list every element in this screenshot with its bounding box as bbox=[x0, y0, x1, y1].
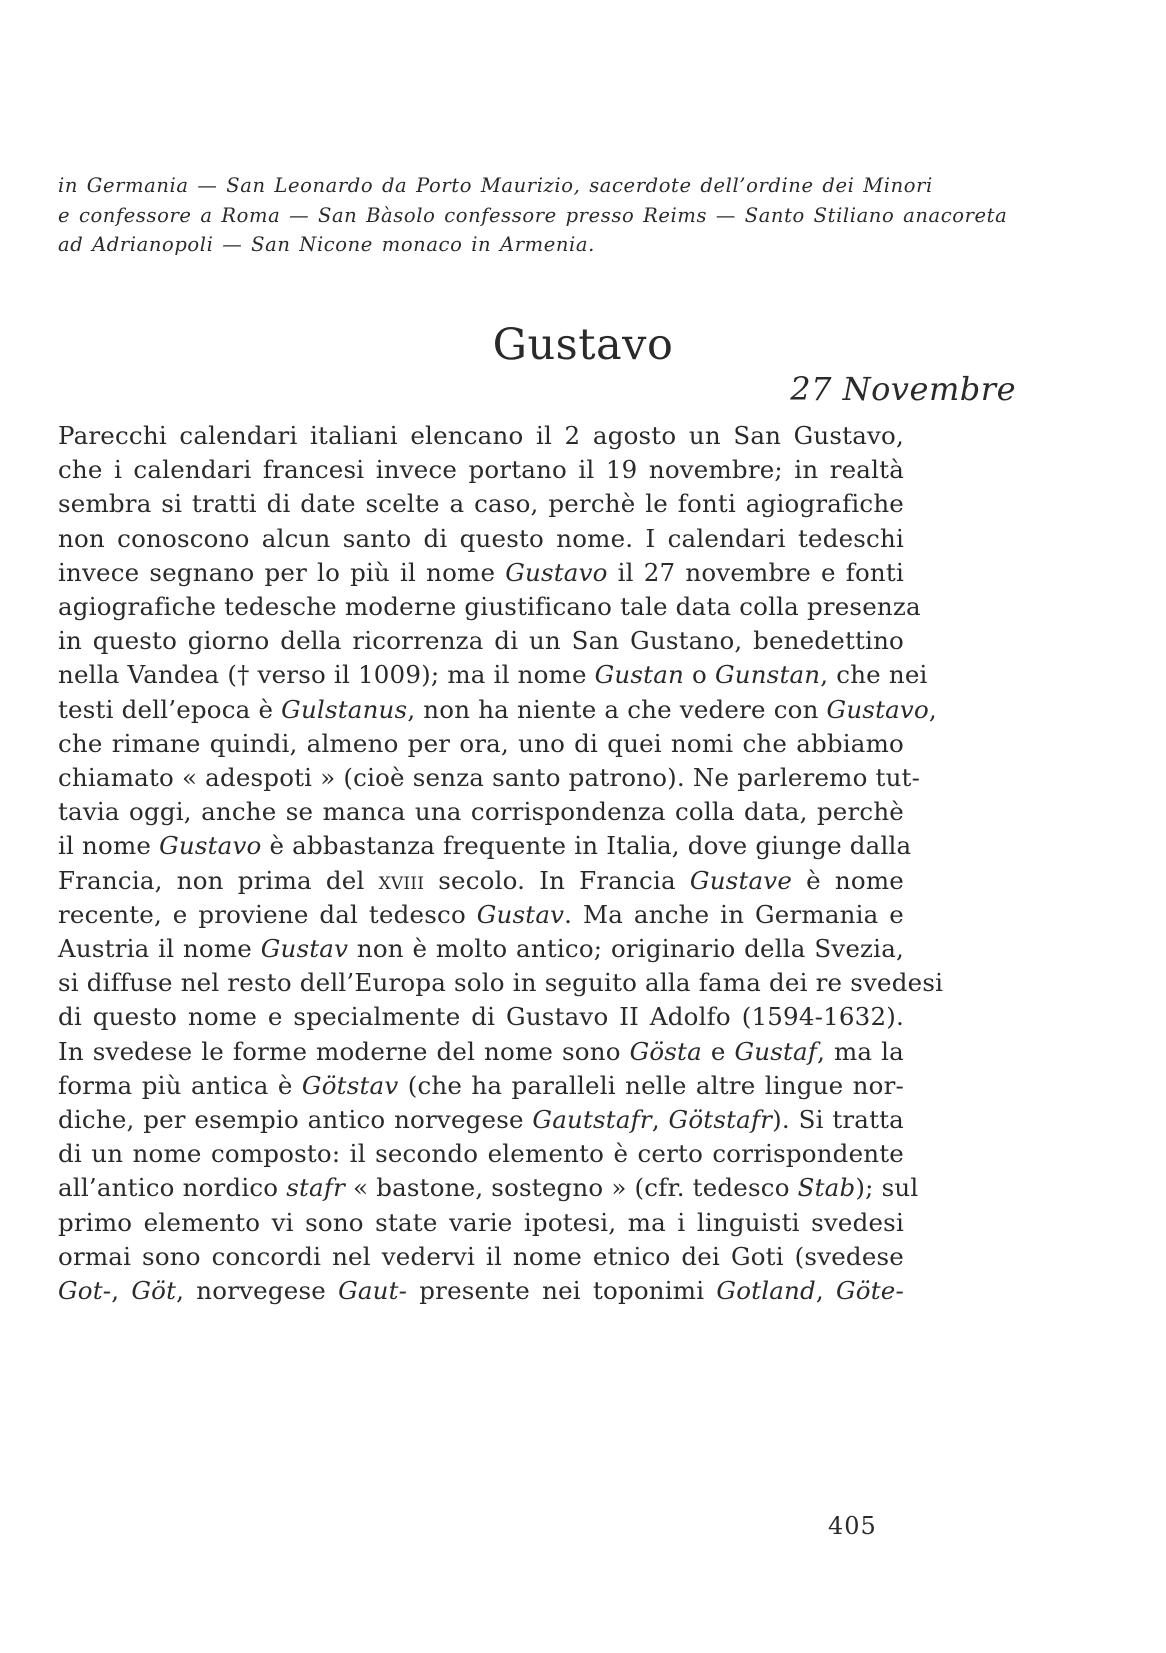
text-line bbox=[58, 1035, 904, 1069]
text-run: in questo giorno della ricorrenza di un San Gustano, benedettino bbox=[58, 626, 904, 656]
text-run: tavia oggi, anche se manca una corrispondenza colla data, perchè bbox=[58, 797, 904, 827]
italic-term: Gulstanus bbox=[281, 694, 408, 724]
text-run: ). Si tratta bbox=[772, 1105, 904, 1135]
text-run: il nome bbox=[58, 831, 160, 861]
text-run: che i calendari francesi invece portano il 19 novembre; in realtà bbox=[58, 455, 904, 485]
italic-term: Götstafr bbox=[668, 1105, 773, 1135]
text-run: , ma la bbox=[817, 1036, 904, 1066]
italic-term: Gaut- bbox=[338, 1276, 408, 1306]
text-run: « bastone, sostegno » (cfr. tedesco bbox=[345, 1173, 798, 1203]
text-run: , bbox=[815, 1276, 837, 1306]
italic-term: Stab bbox=[797, 1173, 856, 1203]
text-run: di questo nome e specialmente di Gustavo II Adolfo (1594-1632). bbox=[58, 1002, 904, 1032]
text-line bbox=[58, 1206, 904, 1240]
text-run: presente nei toponimi bbox=[407, 1276, 717, 1306]
text-line bbox=[58, 1171, 919, 1205]
text-run: Francia, non prima del bbox=[58, 865, 379, 895]
italic-term: Gustan bbox=[594, 660, 685, 690]
text-line bbox=[58, 487, 904, 521]
text-run: primo elemento vi sono state varie ipotesi, ma i linguisti svedesi bbox=[58, 1207, 904, 1237]
italic-term: Göt bbox=[131, 1276, 177, 1306]
section-title: Gustavo bbox=[492, 320, 674, 370]
text-line bbox=[58, 1069, 904, 1103]
italic-term: Gustaf bbox=[734, 1036, 818, 1066]
italic-term: Götstav bbox=[301, 1070, 399, 1100]
italic-term: Gotland bbox=[716, 1276, 816, 1306]
text-run: sembra si tratti di date scelte a caso, perchè le fonti agiografiche bbox=[58, 489, 904, 519]
text-run: forma più antica è bbox=[58, 1070, 302, 1100]
text-run: non conoscono alcun santo di questo nome. I calendari tedeschi bbox=[58, 523, 904, 553]
text-run: , bbox=[111, 1276, 132, 1306]
italic-term: Gustav bbox=[476, 899, 565, 929]
text-run: , norvegese bbox=[176, 1276, 339, 1306]
text-line bbox=[58, 590, 921, 624]
text-run: In svedese le forme moderne del nome sono bbox=[58, 1036, 630, 1066]
text-line bbox=[58, 658, 928, 692]
text-run: , non ha niente a che vedere con bbox=[407, 694, 827, 724]
text-run: o bbox=[684, 660, 715, 690]
italic-term: Göte- bbox=[836, 1276, 904, 1306]
italic-term: Gustavo bbox=[505, 557, 608, 587]
italic-term: Gösta bbox=[629, 1036, 702, 1066]
text-run: è nome bbox=[792, 865, 904, 895]
text-run: che rimane quindi, almeno per ora, uno di quei nomi che abbiamo bbox=[58, 728, 904, 758]
body-paragraph bbox=[58, 419, 944, 1308]
text-line bbox=[58, 761, 921, 795]
text-run: . Ma anche in Germania e bbox=[564, 899, 904, 929]
text-run: all’antico nordico bbox=[58, 1173, 287, 1203]
italic-term: Gustav bbox=[260, 934, 349, 964]
text-line bbox=[58, 419, 904, 453]
text-line bbox=[58, 522, 904, 556]
text-run: il 27 novembre e fonti bbox=[607, 557, 904, 587]
text-line bbox=[58, 829, 912, 863]
text-run: recente, e proviene dal tedesco bbox=[58, 899, 477, 929]
text-run: ormai sono concordi nel vedervi il nome etnico dei Goti (svedese bbox=[58, 1241, 904, 1271]
text-run: è abbastanza frequente in Italia, dove giunge dalla bbox=[261, 831, 912, 861]
text-line bbox=[58, 932, 904, 966]
intro-line: ad Adrianopoli — San Nicone monaco in Armenia. bbox=[58, 233, 595, 256]
text-run: secolo. In Francia bbox=[424, 865, 690, 895]
text-run: non è molto antico; originario della Svezia, bbox=[348, 934, 904, 964]
italic-term: Gustave bbox=[689, 865, 793, 895]
text-run: , che nei bbox=[820, 660, 928, 690]
italic-term: Gunstan bbox=[714, 660, 821, 690]
text-run: (che ha paralleli nelle altre lingue nor- bbox=[398, 1070, 905, 1100]
text-run: , bbox=[928, 694, 937, 724]
text-line bbox=[58, 693, 937, 727]
text-run: agiografiche tedesche moderne giustificano tale data colla presenza bbox=[58, 592, 921, 622]
text-line bbox=[58, 1240, 904, 1274]
text-run: di un nome composto: il secondo elemento è certo corrispondente bbox=[58, 1139, 904, 1169]
italic-term: stafr bbox=[286, 1173, 346, 1203]
roman-numeral: xviii bbox=[378, 865, 425, 895]
text-line bbox=[58, 966, 944, 1000]
text-line bbox=[58, 624, 904, 658]
intro-line: in Germania — San Leonardo da Porto Maurizio, sacerdote dell’ordine dei Minori bbox=[58, 174, 933, 197]
text-line bbox=[58, 1137, 904, 1171]
text-line bbox=[58, 556, 904, 590]
text-run: si diffuse nel resto dell’Europa solo in seguito alla fama dei re svedesi bbox=[58, 968, 944, 998]
intro-paragraph bbox=[58, 171, 1008, 260]
text-run: Austria il nome bbox=[58, 934, 261, 964]
text-line bbox=[58, 453, 904, 487]
italic-term: Gautstafr bbox=[532, 1105, 652, 1135]
text-run: diche, per esempio antico norvegese bbox=[58, 1105, 533, 1135]
feast-date: 27 Novembre bbox=[790, 370, 1016, 408]
intro-line: e confessore a Roma — San Bàsolo confessore presso Reims — Santo Stiliano anacoreta bbox=[58, 203, 1008, 227]
text-line bbox=[58, 795, 904, 829]
italic-term: Gustavo bbox=[159, 831, 262, 861]
text-line bbox=[58, 864, 904, 898]
text-line bbox=[58, 1274, 904, 1308]
text-run: e bbox=[701, 1036, 735, 1066]
text-line bbox=[58, 1103, 904, 1137]
text-run: ); sul bbox=[855, 1173, 919, 1203]
text-line bbox=[58, 898, 904, 932]
italic-term: Got- bbox=[58, 1276, 112, 1306]
text-line bbox=[58, 727, 904, 761]
text-run: testi dell’epoca è bbox=[58, 694, 282, 724]
text-run: nella Vandea († verso il 1009); ma il nome bbox=[58, 660, 595, 690]
page-number: 405 bbox=[828, 1512, 877, 1540]
text-run: , bbox=[651, 1105, 669, 1135]
text-line bbox=[58, 1000, 904, 1034]
text-run: chiamato « adespoti » (cioè senza santo patrono). Ne parleremo tut- bbox=[58, 763, 921, 793]
text-run: invece segnano per lo più il nome bbox=[58, 557, 506, 587]
italic-term: Gustavo bbox=[826, 694, 929, 724]
text-run: Parecchi calendari italiani elencano il 2 agosto un San Gustavo, bbox=[58, 421, 904, 450]
